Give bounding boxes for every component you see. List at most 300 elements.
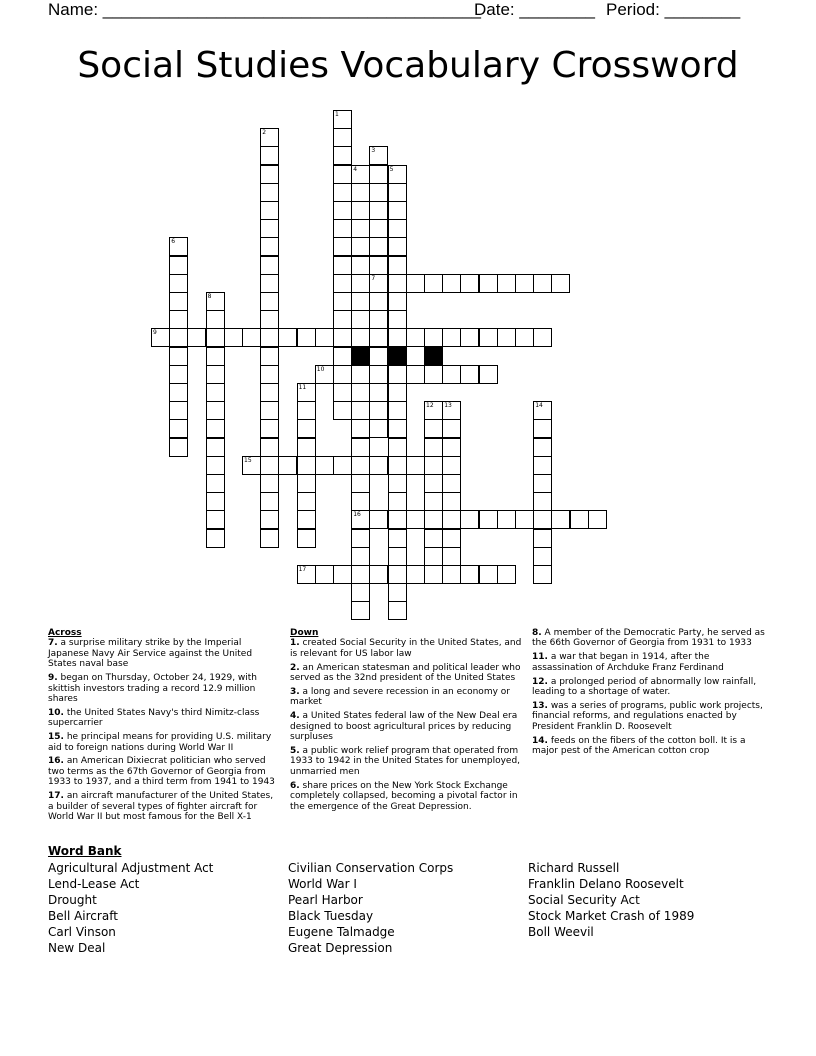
crossword-cell[interactable] (333, 219, 352, 238)
crossword-cell[interactable] (260, 256, 279, 275)
clue-number: 4 (353, 165, 358, 173)
crossword-cell[interactable] (151, 328, 170, 347)
crossword-cell[interactable] (169, 310, 188, 329)
crossword-cell[interactable] (479, 565, 498, 584)
crossword-cell[interactable] (260, 310, 279, 329)
crossword-cell[interactable] (369, 347, 388, 366)
crossword-cell[interactable] (497, 328, 516, 347)
clue-number: 16 (353, 511, 361, 519)
crossword-cell[interactable] (333, 183, 352, 202)
crossword-cell[interactable] (388, 529, 407, 548)
clue-item (290, 687, 525, 708)
period-field[interactable]: Period: ________ (606, 0, 741, 19)
crossword-cell[interactable] (424, 456, 443, 475)
crossword-cell[interactable] (206, 292, 225, 311)
crossword-cell[interactable] (351, 274, 370, 293)
clue-text: an aircraft manufacturer of the United States, a builder of several types of fighter aircraft for World War II but most famous for the Bell X-1 (48, 791, 274, 822)
clue-number: 7 (371, 274, 376, 282)
crossword-cell[interactable] (479, 510, 498, 529)
clue-number: 9 (153, 329, 157, 337)
word-bank-item: Black Tuesday (288, 909, 374, 923)
crossword-cell[interactable] (551, 274, 570, 293)
clue-item (48, 708, 280, 729)
crossword-cell[interactable] (406, 328, 425, 347)
crossword-cell[interactable] (479, 274, 498, 293)
crossword-cell[interactable] (424, 419, 443, 438)
crossword-cell[interactable] (424, 565, 443, 584)
clue-number: 17 (298, 566, 307, 573)
clue-text: an American statesman and political leader who served as the 32nd president of the United States (290, 662, 521, 684)
crossword-cell[interactable] (206, 419, 225, 438)
crossword-cell[interactable] (388, 510, 407, 529)
crossword-cell[interactable] (533, 274, 552, 293)
clue-number: 13 (444, 402, 452, 410)
crossword-cell[interactable] (169, 365, 188, 384)
crossword-cell[interactable] (206, 456, 225, 475)
clue-item (532, 652, 768, 673)
crossword-cell[interactable] (442, 328, 461, 347)
crossword-cell[interactable] (351, 529, 370, 548)
word-bank-item: World War I (288, 877, 357, 891)
crossword-cell[interactable] (533, 456, 552, 475)
word-bank-item: Great Depression (288, 941, 393, 955)
crossword-cell[interactable] (169, 328, 188, 347)
crossword-cell[interactable] (369, 165, 388, 184)
name-field[interactable]: Name: ________________________________________ (48, 0, 481, 19)
crossword-cell[interactable] (333, 110, 352, 129)
crossword-cell[interactable] (206, 492, 225, 511)
crossword-cell[interactable] (169, 401, 188, 420)
crossword-cell[interactable] (497, 510, 516, 529)
crossword-cell[interactable] (351, 165, 370, 184)
crossword-cell[interactable] (351, 256, 370, 275)
across-clues (48, 628, 280, 826)
clue-number-label: 11. (532, 652, 548, 663)
word-bank-heading: Word Bank (48, 844, 122, 858)
crossword-cell[interactable] (442, 547, 461, 566)
crossword-cell[interactable] (351, 456, 370, 475)
crossword-cell[interactable] (479, 365, 498, 384)
crossword-cell[interactable] (333, 128, 352, 147)
clue-text: a public work relief program that operated from 1933 to 1942 in the United States for unemployed, unmarried men (290, 746, 521, 777)
crossword-cell[interactable] (351, 365, 370, 384)
crossword-cell[interactable] (388, 383, 407, 402)
crossword-cell[interactable] (260, 219, 279, 238)
crossword-cell[interactable] (369, 565, 388, 584)
crossword-cell[interactable] (333, 328, 352, 347)
clue-text: a war that began in 1914, after the assassination of Archduke Franz Ferdinand (532, 652, 724, 673)
crossword-cell[interactable] (424, 510, 443, 529)
crossword-cell[interactable] (315, 328, 334, 347)
crossword-cell[interactable] (424, 401, 443, 420)
crossword-cell[interactable] (169, 237, 188, 256)
crossword-cell[interactable] (297, 529, 316, 548)
crossword-cell[interactable] (206, 347, 225, 366)
crossword-cell[interactable] (351, 310, 370, 329)
crossword-cell[interactable] (388, 565, 407, 584)
clue-number-label: 14. (532, 735, 548, 746)
word-bank-item: Bell Aircraft (48, 909, 118, 923)
crossword-cell[interactable] (315, 456, 334, 475)
crossword-cell[interactable] (297, 510, 316, 529)
crossword-cell[interactable] (369, 256, 388, 275)
crossword-cell[interactable] (442, 401, 461, 420)
crossword-cell[interactable] (297, 383, 316, 402)
crossword-cell[interactable] (333, 201, 352, 220)
clue-number-label: 2. (290, 662, 300, 673)
crossword-cell[interactable] (442, 510, 461, 529)
crossword-cell[interactable] (206, 328, 225, 347)
word-bank-item: Lend-Lease Act (48, 877, 140, 891)
crossword-cell[interactable] (388, 183, 407, 202)
crossword-cell[interactable] (442, 419, 461, 438)
crossword-cell[interactable] (351, 201, 370, 220)
crossword-cell[interactable] (406, 456, 425, 475)
clue-item (48, 732, 280, 753)
crossword-cell[interactable] (388, 547, 407, 566)
page-title: Social Studies Vocabulary Crossword (77, 45, 739, 86)
clue-item (532, 628, 768, 649)
crossword-cell[interactable] (388, 492, 407, 511)
crossword-cell[interactable] (260, 292, 279, 311)
crossword-cell[interactable] (369, 419, 388, 438)
crossword-cell[interactable] (533, 419, 552, 438)
crossword-cell[interactable] (406, 274, 425, 293)
crossword-cell[interactable] (351, 183, 370, 202)
word-bank-item: Franklin Delano Roosevelt (528, 877, 684, 891)
clue-number-label: 9. (48, 673, 58, 684)
crossword-cell[interactable] (388, 201, 407, 220)
crossword-cell[interactable] (369, 365, 388, 384)
crossword-cell[interactable] (388, 274, 407, 293)
clue-number: 5 (389, 165, 394, 173)
crossword-cell[interactable] (369, 310, 388, 329)
crossword-cell[interactable] (260, 383, 279, 402)
crossword-cell[interactable] (369, 183, 388, 202)
crossword-cell[interactable] (424, 365, 443, 384)
crossword-cell[interactable] (333, 292, 352, 311)
crossword-cell[interactable] (333, 165, 352, 184)
crossword-cell[interactable] (297, 419, 316, 438)
crossword-cell[interactable] (424, 328, 443, 347)
crossword-cell[interactable] (351, 401, 370, 420)
clue-item (290, 781, 525, 812)
crossword-cell[interactable] (497, 274, 516, 293)
crossword-cell[interactable] (533, 565, 552, 584)
date-field[interactable]: Date: ________ (474, 0, 595, 19)
clue-number-label: 1. (290, 638, 300, 649)
clue-text: he principal means for providing U.S. military aid to foreign nations during World War II (48, 732, 272, 753)
crossword-cell[interactable] (424, 492, 443, 511)
crossword-cell[interactable] (533, 401, 552, 420)
crossword-cell[interactable] (169, 383, 188, 402)
crossword-cell[interactable] (388, 456, 407, 475)
crossword-cell[interactable] (388, 328, 407, 347)
clue-item (290, 711, 525, 742)
crossword-cell[interactable] (206, 529, 225, 548)
crossword-cell[interactable] (169, 292, 188, 311)
crossword-cell[interactable] (460, 510, 479, 529)
clue-item (290, 638, 525, 659)
crossword-cell[interactable] (369, 292, 388, 311)
crossword-cell[interactable] (260, 419, 279, 438)
crossword-cell[interactable] (388, 165, 407, 184)
crossword-cell[interactable] (169, 347, 188, 366)
word-bank-item: Drought (48, 893, 97, 907)
clue-item (48, 638, 280, 669)
clue-number: 6 (171, 238, 176, 246)
crossword-cell[interactable] (333, 383, 352, 402)
crossword-cell[interactable] (333, 274, 352, 293)
word-bank-item: Carl Vinson (48, 925, 116, 939)
crossword-cell[interactable] (206, 365, 225, 384)
clue-number: 1 (335, 111, 339, 118)
crossword-black-cell (351, 347, 370, 366)
crossword-cell[interactable] (460, 565, 479, 584)
crossword-cell[interactable] (533, 492, 552, 511)
crossword-cell[interactable] (297, 565, 316, 584)
crossword-cell[interactable] (369, 456, 388, 475)
crossword-cell[interactable] (351, 510, 370, 529)
crossword-cell[interactable] (333, 310, 352, 329)
crossword-cell[interactable] (206, 401, 225, 420)
crossword-cell[interactable] (424, 547, 443, 566)
crossword-cell[interactable] (260, 183, 279, 202)
crossword-cell[interactable] (388, 256, 407, 275)
crossword-cell[interactable] (297, 438, 316, 457)
crossword-cell[interactable] (260, 165, 279, 184)
clue-text: an American Dixiecrat politician who served two terms as the 67th Governor of Georgia from 1933 to 1937, and a third term from 1941 to 1943 (48, 756, 275, 788)
clue-text: A member of the Democratic Party, he served as the 66th Governor of Georgia from 1931 to 1933 (532, 628, 765, 649)
crossword-cell[interactable] (169, 256, 188, 275)
crossword-cell[interactable] (369, 383, 388, 402)
crossword-cell[interactable] (442, 274, 461, 293)
crossword-cell[interactable] (206, 510, 225, 529)
crossword-cell[interactable] (588, 510, 607, 529)
clue-number-label: 5. (290, 746, 300, 757)
clue-number: 11 (298, 384, 307, 391)
crossword-cell[interactable] (442, 492, 461, 511)
crossword-cell[interactable] (388, 310, 407, 329)
crossword-cell[interactable] (442, 474, 461, 493)
crossword-cell[interactable] (533, 328, 552, 347)
clue-text: the United States Navy's third Nimitz-class supercarrier (48, 707, 260, 729)
crossword-cell[interactable] (260, 529, 279, 548)
clue-number-label: 6. (290, 780, 300, 791)
clue-text: created Social Security in the United States, and is relevant for US labor law (290, 638, 522, 659)
crossword-cell[interactable] (406, 565, 425, 584)
crossword-cell[interactable] (260, 365, 279, 384)
crossword-cell[interactable] (242, 456, 261, 475)
crossword-cell[interactable] (388, 583, 407, 602)
crossword-cell[interactable] (406, 365, 425, 384)
crossword-cell[interactable] (533, 529, 552, 548)
crossword-cell[interactable] (369, 146, 388, 165)
crossword-cell[interactable] (260, 492, 279, 511)
clue-number: 15 (244, 456, 252, 464)
clue-number: 8 (207, 293, 212, 300)
crossword-cell[interactable] (424, 474, 443, 493)
crossword-cell[interactable] (351, 583, 370, 602)
crossword-cell[interactable] (297, 401, 316, 420)
crossword-cell[interactable] (388, 237, 407, 256)
clue-text: share prices on the New York Stock Exchange completely collapsed, becoming a pivotal factor in the emergence of the Great Depression. (290, 780, 518, 812)
crossword-cell[interactable] (388, 219, 407, 238)
crossword-cell[interactable] (388, 438, 407, 457)
word-bank-item: Eugene Talmadge (288, 925, 395, 939)
crossword-cell[interactable] (315, 365, 334, 384)
crossword-cell[interactable] (278, 328, 297, 347)
crossword-cell[interactable] (388, 601, 407, 620)
crossword-cell[interactable] (351, 419, 370, 438)
clue-item (48, 791, 280, 822)
crossword-cell[interactable] (351, 492, 370, 511)
clue-number-label: 17. (48, 791, 64, 802)
crossword-cell[interactable] (442, 565, 461, 584)
crossword-cell[interactable] (333, 565, 352, 584)
crossword-cell[interactable] (260, 510, 279, 529)
crossword-cell[interactable] (442, 365, 461, 384)
crossword-cell[interactable] (206, 383, 225, 402)
clue-text: was a series of programs, public work projects, financial reforms, and regulations enacted by President Franklin D. Roosevelt (532, 700, 763, 732)
crossword-cell[interactable] (388, 474, 407, 493)
crossword-cell[interactable] (206, 310, 225, 329)
crossword-cell[interactable] (369, 237, 388, 256)
crossword-cell[interactable] (315, 565, 334, 584)
crossword-cell[interactable] (224, 328, 243, 347)
crossword-cell[interactable] (351, 328, 370, 347)
crossword-cell[interactable] (388, 419, 407, 438)
clue-text: a prolonged period of abnormally low rainfall, leading to a shortage of water. (532, 676, 757, 698)
crossword-cell[interactable] (333, 456, 352, 475)
crossword-cell[interactable] (369, 219, 388, 238)
crossword-cell[interactable] (351, 292, 370, 311)
crossword-cell[interactable] (369, 328, 388, 347)
crossword-cell[interactable] (333, 256, 352, 275)
word-bank-item: Stock Market Crash of 1989 (528, 909, 695, 923)
clue-number-label: 12. (532, 676, 548, 687)
crossword-cell[interactable] (169, 419, 188, 438)
crossword-cell[interactable] (260, 146, 279, 165)
crossword-cell[interactable] (515, 328, 534, 347)
crossword-cell[interactable] (351, 438, 370, 457)
crossword-cell[interactable] (460, 274, 479, 293)
crossword-cell[interactable] (260, 347, 279, 366)
clue-item (532, 701, 768, 732)
crossword-cell[interactable] (442, 529, 461, 548)
crossword-cell[interactable] (369, 201, 388, 220)
clue-text: a surprise military strike by the Imperial Japanese Navy Air Service against the United States naval base (48, 638, 253, 670)
crossword-cell[interactable] (297, 492, 316, 511)
crossword-cell[interactable] (351, 383, 370, 402)
crossword-cell[interactable] (297, 456, 316, 475)
crossword-cell[interactable] (169, 274, 188, 293)
clue-number-label: 10. (48, 707, 64, 718)
crossword-cell[interactable] (333, 365, 352, 384)
crossword-cell[interactable] (515, 510, 534, 529)
crossword-cell[interactable] (260, 438, 279, 457)
clue-number-label: 3. (290, 687, 300, 698)
crossword-cell[interactable] (260, 274, 279, 293)
crossword-cell[interactable] (424, 274, 443, 293)
crossword-cell[interactable] (206, 474, 225, 493)
crossword-cell[interactable] (333, 146, 352, 165)
crossword-cell[interactable] (206, 438, 225, 457)
crossword-cell[interactable] (442, 438, 461, 457)
crossword-cell[interactable] (551, 510, 570, 529)
crossword-cell[interactable] (533, 547, 552, 566)
crossword-cell[interactable] (533, 438, 552, 457)
crossword-cell[interactable] (333, 237, 352, 256)
crossword-cell[interactable] (533, 510, 552, 529)
crossword-cell[interactable] (351, 237, 370, 256)
crossword-cell[interactable] (169, 438, 188, 457)
crossword-cell[interactable] (260, 237, 279, 256)
crossword-cell[interactable] (533, 474, 552, 493)
crossword-cell[interactable] (260, 401, 279, 420)
crossword-cell[interactable] (369, 274, 388, 293)
crossword-cell[interactable] (388, 292, 407, 311)
crossword-cell[interactable] (351, 565, 370, 584)
clue-number-label: 15. (48, 732, 64, 743)
crossword-cell[interactable] (570, 510, 589, 529)
clue-number-label: 8. (532, 628, 542, 638)
crossword-cell[interactable] (388, 365, 407, 384)
crossword-cell[interactable] (424, 438, 443, 457)
word-bank-column-3 (528, 860, 694, 940)
crossword-cell[interactable] (460, 328, 479, 347)
crossword-cell[interactable] (260, 128, 279, 147)
crossword-cell[interactable] (333, 347, 352, 366)
crossword-cell[interactable] (388, 401, 407, 420)
crossword-cell[interactable] (479, 328, 498, 347)
crossword-cell[interactable] (351, 547, 370, 566)
down-clues-continued (532, 628, 768, 760)
crossword-cell[interactable] (333, 401, 352, 420)
clue-text: a long and severe recession in an economy or market (290, 687, 510, 708)
clue-number-label: 4. (290, 711, 300, 722)
crossword-cell[interactable] (442, 456, 461, 475)
crossword-cell[interactable] (351, 601, 370, 620)
crossword-cell[interactable] (260, 474, 279, 493)
word-bank-column-1 (48, 860, 213, 956)
crossword-cell[interactable] (260, 328, 279, 347)
crossword-cell[interactable] (260, 201, 279, 220)
down-clues (290, 628, 525, 816)
crossword-cell[interactable] (497, 565, 516, 584)
crossword-black-cell (388, 347, 407, 366)
crossword-cell[interactable] (260, 456, 279, 475)
crossword-cell[interactable] (297, 328, 316, 347)
crossword-cell[interactable] (406, 510, 425, 529)
crossword-cell[interactable] (351, 219, 370, 238)
crossword-cell[interactable] (515, 274, 534, 293)
crossword-cell[interactable] (424, 529, 443, 548)
crossword-cell[interactable] (369, 401, 388, 420)
crossword-cell[interactable] (187, 328, 206, 347)
crossword-cell[interactable] (460, 365, 479, 384)
clue-number-label: 7. (48, 638, 58, 649)
crossword-cell[interactable] (278, 456, 297, 475)
clue-number: 10 (316, 365, 325, 373)
crossword-cell[interactable] (242, 328, 261, 347)
crossword-cell[interactable] (351, 474, 370, 493)
across-heading: Across (48, 628, 82, 638)
word-bank-item: Pearl Harbor (288, 893, 363, 907)
crossword-cell[interactable] (369, 510, 388, 529)
clue-item (48, 756, 280, 787)
crossword-cell[interactable] (297, 474, 316, 493)
